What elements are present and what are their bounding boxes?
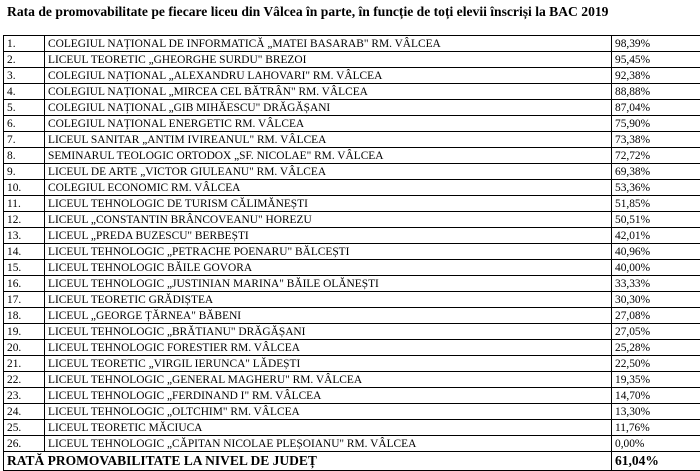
- row-number: 5.: [4, 100, 45, 116]
- row-number: 24.: [4, 404, 45, 420]
- school-name: COLEGIUL NAȚIONAL „ALEXANDRU LAHOVARI" RM. VÂLCEA: [45, 68, 612, 84]
- table-row: [4, 68, 700, 84]
- row-number: 26.: [4, 436, 45, 452]
- row-number: 14.: [4, 244, 45, 260]
- row-number: 19.: [4, 324, 45, 340]
- total-label: RATĂ PROMOVABILITATE LA NIVEL DE JUDEȚ: [4, 452, 612, 471]
- pass-rate: 88,88%: [612, 84, 700, 100]
- pass-rate: 42,01%: [612, 228, 700, 244]
- row-number: 4.: [4, 84, 45, 100]
- table-row: [4, 84, 700, 100]
- table-row: [4, 180, 700, 196]
- school-name: LICEUL „PREDA BUZESCU" BERBEȘTI: [45, 228, 612, 244]
- school-name: COLEGIUL NAȚIONAL ENERGETIC RM. VÂLCEA: [45, 116, 612, 132]
- table-row: [4, 52, 700, 68]
- pass-rate: 75,90%: [612, 116, 700, 132]
- row-number: 18.: [4, 308, 45, 324]
- school-name: LICEUL SANITAR „ANTIM IVIREANUL" RM. VÂLCEA: [45, 132, 612, 148]
- row-number: 23.: [4, 388, 45, 404]
- table-row: [4, 212, 700, 228]
- school-name: LICEUL TEORETIC „VIRGIL IERUNCA" LĂDEȘTI: [45, 356, 612, 372]
- row-number: 11.: [4, 196, 45, 212]
- table-row: [4, 148, 700, 164]
- school-name: LICEUL „GEORGE ȚĂRNEA" BĂBENI: [45, 308, 612, 324]
- pass-rate: 30,30%: [612, 292, 700, 308]
- table-row: [4, 100, 700, 116]
- row-number: 16.: [4, 276, 45, 292]
- table-row: [4, 372, 700, 388]
- table-row: [4, 308, 700, 324]
- row-number: 1.: [4, 36, 45, 52]
- school-name: LICEUL TEHNOLOGIC „OLTCHIM" RM. VÂLCEA: [45, 404, 612, 420]
- table-row: [4, 420, 700, 436]
- pass-rate: 22,50%: [612, 356, 700, 372]
- pass-rate: 53,36%: [612, 180, 700, 196]
- row-number: 17.: [4, 292, 45, 308]
- row-number: 6.: [4, 116, 45, 132]
- table-row: [4, 276, 700, 292]
- total-row: [4, 452, 700, 471]
- row-number: 25.: [4, 420, 45, 436]
- school-name: COLEGIUL ECONOMIC RM. VÂLCEA: [45, 180, 612, 196]
- school-name: SEMINARUL TEOLOGIC ORTODOX „SF. NICOLAE" RM. VÂLCEA: [45, 148, 612, 164]
- row-number: 2.: [4, 52, 45, 68]
- row-number: 21.: [4, 356, 45, 372]
- row-number: 20.: [4, 340, 45, 356]
- table-row: [4, 404, 700, 420]
- table-row: [4, 132, 700, 148]
- pass-rate: 33,33%: [612, 276, 700, 292]
- table-row: [4, 388, 700, 404]
- school-name: LICEUL TEHNOLOGIC „CĂPITAN NICOLAE PLEȘOIANU" RM. VÂLCEA: [45, 436, 612, 452]
- table-row: [4, 196, 700, 212]
- row-number: 10.: [4, 180, 45, 196]
- school-name: LICEUL DE ARTE „VICTOR GIULEANU" RM. VÂLCEA: [45, 164, 612, 180]
- school-name: LICEUL TEORETIC MĂCIUCA: [45, 420, 612, 436]
- school-name: LICEUL TEHNOLOGIC „BRĂTIANU" DRĂGĂȘANI: [45, 324, 612, 340]
- row-number: 3.: [4, 68, 45, 84]
- pass-rate: 40,00%: [612, 260, 700, 276]
- school-name: LICEUL TEHNOLOGIC „PETRACHE POENARU" BĂLCEȘTI: [45, 244, 612, 260]
- pass-rate: 51,85%: [612, 196, 700, 212]
- pass-rate: 27,05%: [612, 324, 700, 340]
- table-row: [4, 116, 700, 132]
- row-number: 22.: [4, 372, 45, 388]
- pass-rate: 40,96%: [612, 244, 700, 260]
- pass-rate: 98,39%: [612, 36, 700, 52]
- pass-rate: 92,38%: [612, 68, 700, 84]
- table-row: [4, 324, 700, 340]
- pass-rate: 25,28%: [612, 340, 700, 356]
- row-number: 12.: [4, 212, 45, 228]
- school-name: COLEGIUL NAȚIONAL „GIB MIHĂESCU" DRĂGĂȘANI: [45, 100, 612, 116]
- school-name: LICEUL TEHNOLOGIC FORESTIER RM. VÂLCEA: [45, 340, 612, 356]
- table-row: [4, 228, 700, 244]
- table-row: [4, 36, 700, 52]
- school-name: LICEUL TEHNOLOGIC „JUSTINIAN MARINA" BĂILE OLĂNEȘTI: [45, 276, 612, 292]
- school-name: LICEUL TEHNOLOGIC „GENERAL MAGHERU" RM. VÂLCEA: [45, 372, 612, 388]
- school-name: LICEUL TEHNOLOGIC BĂILE GOVORA: [45, 260, 612, 276]
- document: [3, 3, 683, 471]
- pass-rate: 0,00%: [612, 436, 700, 452]
- pass-rate: 19,35%: [612, 372, 700, 388]
- pass-rate: 11,76%: [612, 420, 700, 436]
- pass-rate: 50,51%: [612, 212, 700, 228]
- school-name: COLEGIUL NAȚIONAL „MIRCEA CEL BĂTRÂN" RM. VÂLCEA: [45, 84, 612, 100]
- table-row: [4, 260, 700, 276]
- pass-rate: 95,45%: [612, 52, 700, 68]
- school-name: COLEGIUL NAȚIONAL DE INFORMATICĂ „MATEI BASARAB" RM. VÂLCEA: [45, 36, 612, 52]
- table-row: [4, 340, 700, 356]
- table-row: [4, 436, 700, 452]
- table-body: [4, 36, 700, 471]
- total-pass-rate: 61,04%: [612, 452, 700, 471]
- row-number: 13.: [4, 228, 45, 244]
- pass-rate: 13,30%: [612, 404, 700, 420]
- row-number: 8.: [4, 148, 45, 164]
- school-name: LICEUL TEHNOLOGIC DE TURISM CĂLIMĂNEȘTI: [45, 196, 612, 212]
- pass-rate: 72,72%: [612, 148, 700, 164]
- school-name: LICEUL „CONSTANTIN BRÂNCOVEANU" HOREZU: [45, 212, 612, 228]
- table-row: [4, 164, 700, 180]
- school-name: LICEUL TEORETIC „GHEORGHE SURDU" BREZOI: [45, 52, 612, 68]
- school-name: LICEUL TEHNOLOGIC „FERDINAND I" RM. VÂLCEA: [45, 388, 612, 404]
- pass-rate: 69,38%: [612, 164, 700, 180]
- school-name: LICEUL TEORETIC GRĂDIȘTEA: [45, 292, 612, 308]
- document-title: Rata de promovabilitate pe fiecare liceu din Vâlcea în parte, în funcție de toți elevii înscriși la BAC 2019: [3, 3, 683, 35]
- table-row: [4, 356, 700, 372]
- results-table: [3, 35, 700, 471]
- pass-rate: 27,08%: [612, 308, 700, 324]
- pass-rate: 14,70%: [612, 388, 700, 404]
- table-row: [4, 292, 700, 308]
- row-number: 15.: [4, 260, 45, 276]
- row-number: 9.: [4, 164, 45, 180]
- pass-rate: 73,38%: [612, 132, 700, 148]
- pass-rate: 87,04%: [612, 100, 700, 116]
- table-row: [4, 244, 700, 260]
- row-number: 7.: [4, 132, 45, 148]
